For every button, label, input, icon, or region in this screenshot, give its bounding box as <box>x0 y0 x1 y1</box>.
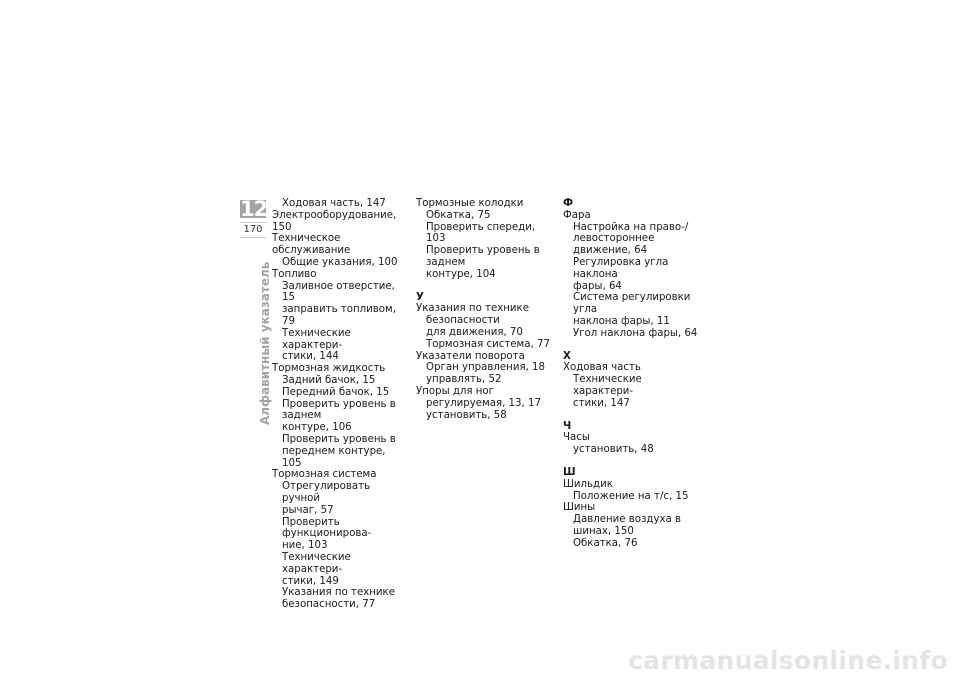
letter-heading: Ч <box>563 420 572 432</box>
index-subentry: рычаг, 57 <box>282 504 334 516</box>
index-entry: Упоры для ног <box>416 385 495 397</box>
page-number: 170 <box>240 222 266 238</box>
index-subentry: Отрегулировать ручной <box>282 481 371 504</box>
index-subentry: стики, 147 <box>573 397 630 409</box>
index-subentry: Ходовая часть, 147 <box>282 198 386 209</box>
index-entry: Тормозные колодки <box>416 198 524 209</box>
letter-heading: У <box>416 291 424 303</box>
index-subentry: шинах, 150 <box>573 525 634 537</box>
index-subentry: Проверить уровень в <box>282 433 396 445</box>
index-subentry: Указания по технике <box>282 587 395 599</box>
index-subentry: для движения, 70 <box>426 326 523 338</box>
index-subentry: левостороннее движение, 64 <box>573 233 655 257</box>
index-subentry: стики, 144 <box>282 351 339 363</box>
index-entry: Топливо <box>272 268 317 280</box>
index-subentry: Система регулировки угла <box>573 292 691 316</box>
index-subentry: безопасности <box>426 315 500 327</box>
index-subentry: заправить топливом, 79 <box>282 304 396 327</box>
index-entry: Часы <box>563 432 590 444</box>
index-subentry: ние, 103 <box>282 540 328 552</box>
index-subentry: Тормозная система, 77 <box>426 338 550 350</box>
index-subentry: Заливное отверстие, 15 <box>282 280 395 304</box>
index-subentry: Обкатка, 76 <box>573 537 638 549</box>
letter-heading: Х <box>563 350 571 362</box>
index-entry: Фара <box>563 209 591 221</box>
index-subentry: наклона фары, 11 <box>573 315 670 327</box>
watermark: carmanualsonline.info <box>628 646 948 675</box>
index-subentry: Технические характери- <box>573 374 642 397</box>
index-subentry: Технические характери- <box>282 327 351 351</box>
index-entry: Электрооборудование, 150 <box>272 209 397 233</box>
index-subentry: управлять, 52 <box>426 374 502 386</box>
index-subentry: безопасности, 77 <box>282 599 376 611</box>
index-column-3 <box>563 198 703 550</box>
index-subentry: контуре, 106 <box>282 422 352 434</box>
index-subentry: Настройка на право-/ <box>573 221 689 233</box>
index-subentry: переднем контуре, 105 <box>282 445 386 469</box>
chapter-number: 12 <box>240 197 268 221</box>
index-subentry: Общие указания, 100 <box>282 256 398 268</box>
index-subentry: Технические характери- <box>282 551 351 575</box>
letter-heading: Ш <box>563 466 576 478</box>
index-subentry: Обкатка, 75 <box>426 209 491 221</box>
index-entry: Техническое обслуживание <box>272 233 351 257</box>
index-subentry: Проверить уровень в заднем <box>282 398 396 422</box>
index-subentry: Задний бачок, 15 <box>282 374 376 386</box>
index-subentry: Проверить функционирова- <box>282 516 372 540</box>
index-entry: Указатели поворота <box>416 350 525 362</box>
index-subentry: фары, 64 <box>573 280 622 292</box>
index-subentry: Угол наклона фары, 64 <box>573 327 698 339</box>
index-entry: Тормозная система <box>272 469 377 481</box>
letter-heading: Ф <box>563 198 574 209</box>
index-entry: Ходовая часть <box>563 362 641 374</box>
index-subentry: Орган управления, 18 <box>426 362 546 374</box>
index-subentry: регулируемая, 13, 17 <box>426 397 541 409</box>
index-entry: Шины <box>563 502 596 514</box>
index-subentry: стики, 149 <box>282 575 339 587</box>
index-subentry: Давление воздуха в <box>573 514 682 526</box>
index-column-2 <box>416 198 554 421</box>
index-column-1 <box>272 198 407 611</box>
index-subentry: Передний бачок, 15 <box>282 386 390 398</box>
index-entry: Тормозная жидкость <box>272 363 386 375</box>
side-title: Алфавитный указатель <box>258 261 272 425</box>
index-subentry: Проверить уровень в заднем <box>426 245 540 268</box>
index-subentry: контуре, 104 <box>426 268 496 280</box>
index-entry: Указания по технике <box>416 303 529 315</box>
index-subentry: установить, 48 <box>573 444 654 456</box>
index-subentry: установить, 58 <box>426 409 507 421</box>
index-entry: Шильдик <box>563 478 613 490</box>
index-subentry: Проверить спереди, 103 <box>426 221 536 245</box>
index-subentry: Регулировка угла наклона <box>573 256 669 280</box>
index-subentry: Положение на т/с, 15 <box>573 490 689 502</box>
